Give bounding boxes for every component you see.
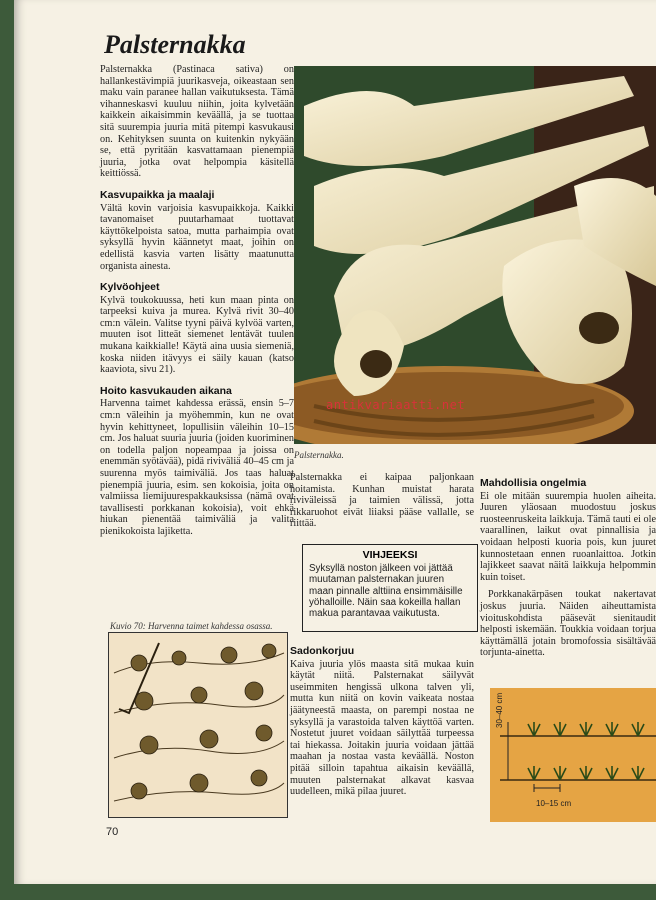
column-middle-lower xyxy=(290,636,474,804)
watermark-text: antikvariaatti.net xyxy=(326,398,466,412)
book-page xyxy=(14,0,656,884)
spacing-diagram xyxy=(490,688,656,822)
heading-kylvo: Kylvöohjeet xyxy=(100,281,160,294)
text-kylvo: Kylvä toukokuussa, heti kun maan pinta on tarpeeksi kuiva ja murea. Kylvä rivit 30–40 cm:n välein. Valitse tyyni päivä kylvöä varten, muuten isot litteät siemenet lentävät tuulen mukana kaikkialle! Käytä aina uusia siemeniä, koska niiden itävyys ei säily kauan (katso kaaviota, sivu 21). xyxy=(100,294,294,376)
heading-kasvupaikka: Kasvupaikka ja maalaji xyxy=(100,188,215,201)
column-left xyxy=(100,64,294,544)
heading-hoito: Hoito kasvukauden aikana xyxy=(100,384,232,397)
page-title: Palsternakka xyxy=(104,30,246,59)
text-ongelmia-2: Porkkanakärpäsen toukat nakertavat joskus juuria. Näiden aiheuttamista vioituskohdista pääsevät sienitaudit helposti iskemään. Toukkia voidaan torjua käyttämällä jotain bromofossia sisältävää torjunta-ainetta. xyxy=(480,589,656,659)
parsnip-photo xyxy=(294,66,656,444)
photo-caption: Palsternakka. xyxy=(294,450,344,460)
tip-text: Syksyllä noston jälkeen voi jättää muutaman palsternakan juuren maan pinnalle alttiina ensimmäisille yöhalloille. Näin saa kokeilla hallan makua parantavaa vaikutusta. xyxy=(309,563,463,620)
drawing-caption: Kuvio 70: Harvenna taimet kahdessa osassa. xyxy=(110,621,273,631)
plant-spacing-label: 10–15 cm xyxy=(536,799,572,808)
intro-paragraph: Palsternakka (Pastinaca sativa) on hallankestävimpiä juurikasveja, oikeastaan sen maku vain paranee hallan vaikutuksesta. Tämä vihanneskasvi kuuluu niihin, joita kylvetään kaikkein aikaisimmin keväällä, ja se tuottaa sitä suurempia juuria mitä pitempi kasvukausi on. Kehityksen suunta on kuitenkin nykyään se, että pyritään kasvattamaan pienempiä juuria, jotka ovat helpompia käsitellä keittiössä. xyxy=(100,64,294,180)
column-right xyxy=(480,478,656,665)
thinning-illustration xyxy=(108,632,288,818)
text-hoito-cont: Palsternakka ei kaipaa paljonkaan hoitamista. Kunhan muistat harata riviväleissä ja taimien välissä, jotta rikkaruohot eivät liiaksi pääse vallalle, se riittää. xyxy=(290,472,474,530)
text-hoito: Harvenna taimet kahdessa erässä, ensin 5–7 cm:n väleihin ja myöhemmin, kun ne ovat hyvin kehittyneet, lopullisiin väleihin 10–15 cm. Jos haluat suuria juuria (joiden kuoriminen on todella paljon nopeampaa ja joissa on enemmän syötävää), pidä riviväliä 40–45 cm ja suurenna myös taimiväliä. Jos taas haluat pienempiä juuria, esim. sen kokoisia, joita on valmiissa liemijuurespakkauksissa (nämä ovat tavallisesti porkkanan kokoisia), voit ehkä hiukan pienentää taimiväliä ja valita pienikokoista lajiketta. xyxy=(100,398,294,537)
text-kasvupaikka: Vältä kovin varjoisia kasvupaikkoja. Kaikki tavanomaiset puutarhamaat tuottavat käyttökelpoista satoa, mutta parhaimpia ovat syksyllä hyvin käännetyt maat, joihin on edellistä kasvia varten lisätty maatunutta organista ainesta. xyxy=(100,202,294,272)
row-spacing-label: 30–40 cm xyxy=(495,692,504,728)
text-sadonkorjuu: Kaiva juuria ylös maasta sitä mukaa kuin käytät niitä. Palsternakat säilyvät useimmiten hengissä ulkona talven yli, mutta kun niitä on kovin vaikeata nostaa jäätyneestä maasta, on parempi nostaa ne syksyllä ja varastoida talven käyttöä varten. Nostetut juuret voidaan säilyttää turpeessa tai hiekassa. Joitakin juuria voidaan jättää maahan ja nostaa vasta keväällä. Noston pitää silloin tapahtua aikaisin keväällä, muuten palsternakat alkavat kasvaa uudelleen, mikä pilaa juuret. xyxy=(290,658,474,798)
tip-box xyxy=(302,544,478,632)
page-number: 70 xyxy=(106,826,119,838)
tip-heading: VIHJEEKSI xyxy=(362,549,418,561)
heading-sadonkorjuu: Sadonkorjuu xyxy=(290,645,355,657)
heading-ongelmia: Mahdollisia ongelmia xyxy=(480,477,587,489)
column-middle xyxy=(290,472,474,536)
text-ongelmia-1: Ei ole mitään suurempia huolen aiheita. Juuren yläosaan muodostuu joskus ruosteenruskeita laikkuja. Tämä tauti ei ole vaarallinen, laikut ovat pinnallisia ja voidaan helposti kuoria pois, kun juuret kunnostetaan ennen ruoanlaittoa. Jotkin lajikkeet saavat näitä laikkuja helpommin kuin toiset. xyxy=(480,490,656,583)
